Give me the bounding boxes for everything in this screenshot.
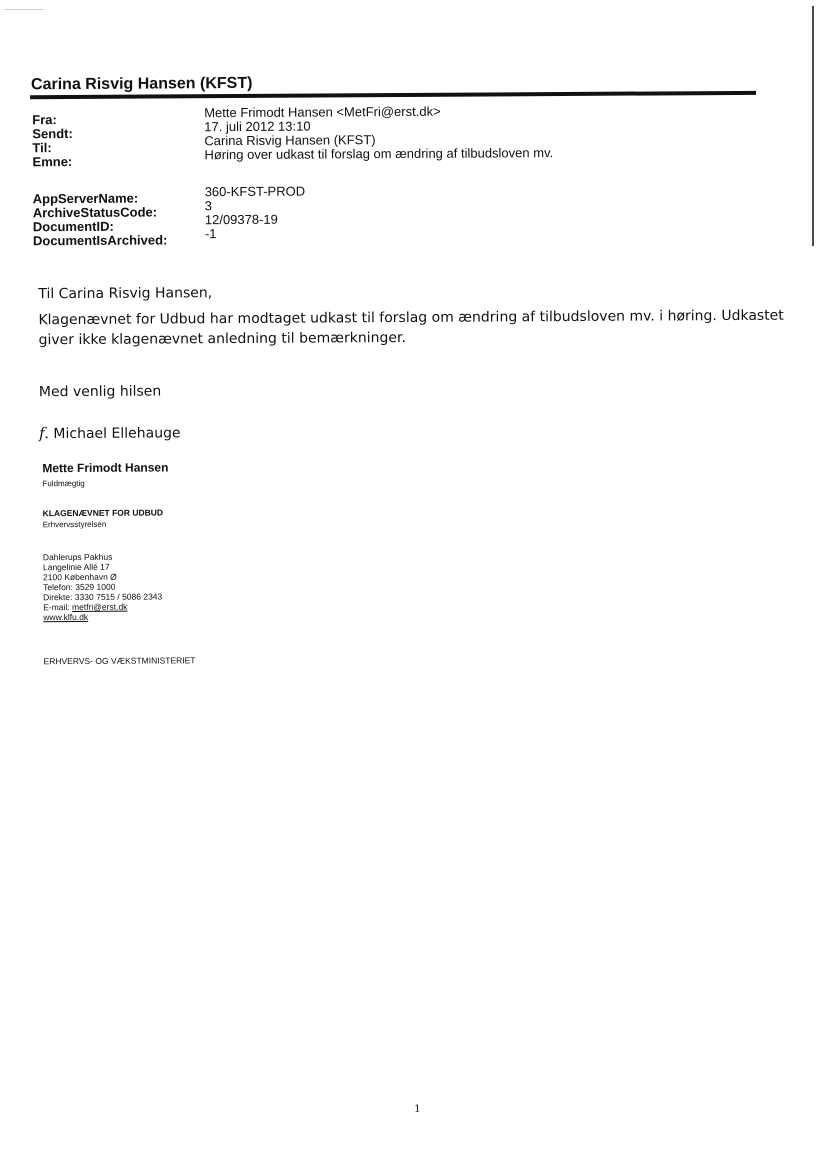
- email-link[interactable]: metfri@erst.dk: [72, 602, 127, 612]
- paragraph-line: Klagenævnet for Udbud har modtaget udkast til forslag om ændring af tilbudsloven mv. i høring. Udkastet: [38, 306, 783, 331]
- from-label: Fra:: [32, 113, 57, 127]
- email-prefix: E-mail:: [43, 602, 72, 612]
- sender-role: Fuldmægtig: [42, 479, 84, 488]
- sender-address: [43, 551, 163, 622]
- archived-value: -1: [205, 227, 217, 241]
- direct-phone-line: Direkte: 3330 7515 / 5086 2343: [43, 591, 162, 602]
- archived-label: DocumentIsArchived:: [33, 233, 167, 248]
- signature: [39, 422, 181, 444]
- page-number: 1: [414, 1104, 420, 1115]
- phone-line: Telefon: 3529 1000: [43, 581, 162, 592]
- sent-value: 17. juli 2012 13:10: [204, 120, 310, 135]
- website-line: [43, 611, 162, 622]
- address-line: Dahlerups Pakhus: [43, 551, 162, 562]
- to-label: Til:: [32, 141, 51, 155]
- server-label: AppServerName:: [33, 192, 139, 207]
- subject-value: Høring over udkast til forslag om ændring af tilbudsloven mv.: [204, 146, 553, 162]
- website-link[interactable]: www.klfu.dk: [43, 612, 88, 622]
- docid-value: 12/09378-19: [205, 213, 278, 227]
- sender-suborganization: Erhvervsstyrelsen: [43, 520, 107, 529]
- signature-name: Michael Ellehauge: [53, 425, 180, 442]
- docid-label: DocumentID:: [33, 220, 114, 234]
- paragraph-line: giver ikke klagenævnet anledning til bemærkninger.: [39, 326, 784, 351]
- document-title: Carina Risvig Hansen (KFST): [31, 75, 252, 94]
- signature-prefix: f.: [39, 424, 49, 442]
- sender-name: Mette Frimodt Hansen: [42, 460, 168, 475]
- closing: Med venlig hilsen: [39, 381, 161, 402]
- address-line: Langelinie Allé 17: [43, 561, 162, 572]
- status-value: 3: [205, 199, 212, 213]
- from-value: Mette Frimodt Hansen <MetFri@erst.dk>: [204, 105, 441, 120]
- sent-label: Sendt:: [32, 127, 73, 141]
- message-paragraph: [38, 306, 784, 351]
- status-label: ArchiveStatusCode:: [33, 205, 157, 220]
- server-value: 360-KFST-PROD: [205, 185, 306, 200]
- sender-organization: KLAGENÆVNET FOR UDBUD: [43, 507, 163, 518]
- subject-label: Emne:: [32, 155, 72, 169]
- address-line: 2100 København Ø: [43, 571, 162, 582]
- greeting: Til Carina Risvig Hansen,: [38, 283, 212, 304]
- to-value: Carina Risvig Hansen (KFST): [204, 133, 375, 148]
- ministry-name: ERHVERVS- OG VÆKSTMINISTERIET: [44, 655, 196, 666]
